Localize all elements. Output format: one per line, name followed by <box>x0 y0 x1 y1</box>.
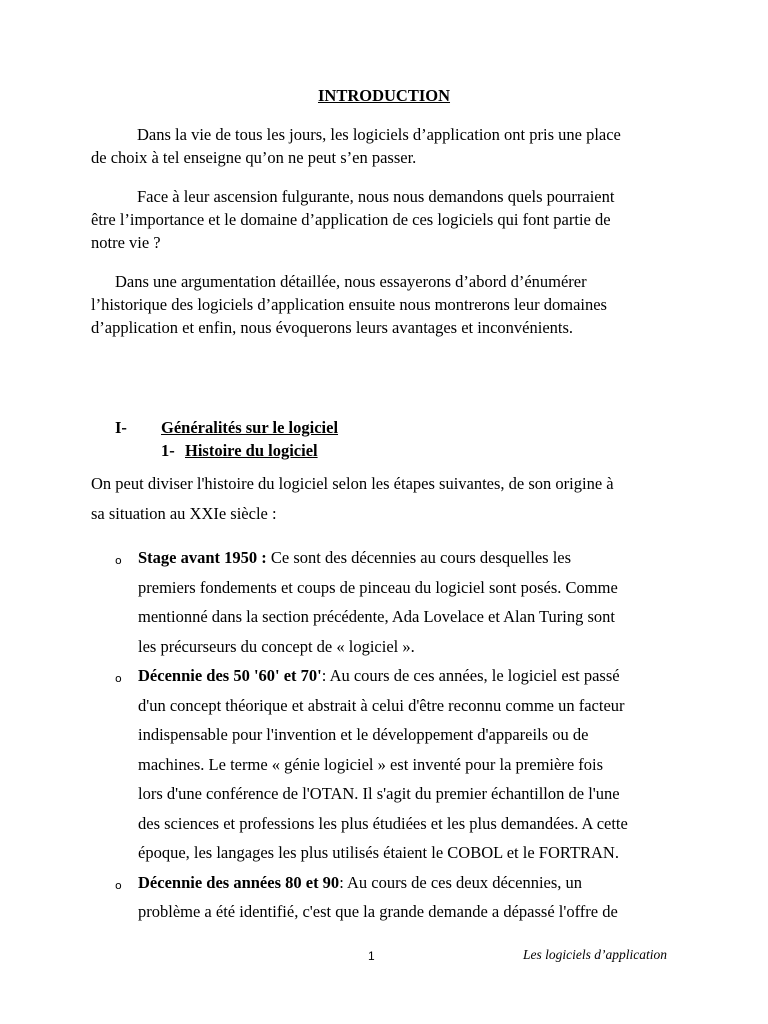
bullet-2-line: d'un concept théorique et abstrait à celui d'être reconnu comme un facteur <box>138 696 625 715</box>
section-heading: Généralités sur le logiciel <box>161 418 339 437</box>
bullet-marker: o <box>115 672 122 685</box>
page-number: 1 <box>368 949 375 963</box>
bullet-2-first-line <box>138 665 620 687</box>
intro-p2-line1: Face à leur ascension fulgurante, nous nous demandons quels pourraient <box>137 187 615 206</box>
history-intro-line2: sa situation au XXIe siècle : <box>91 504 277 523</box>
intro-p1-line1: Dans la vie de tous les jours, les logiciels d’application ont pris une place <box>137 125 621 144</box>
intro-p3-line3: d’application et enfin, nous évoquerons leurs avantages et inconvénients. <box>91 318 574 337</box>
bullet-3-lead: Décennie des années 80 et 90 <box>138 873 340 892</box>
bullet-2-line: lors d'une conférence de l'OTAN. Il s'agit du premier échantillon de l'une <box>138 784 620 803</box>
bullet-2-line: des sciences et professions les plus étudiées et les plus demandées. A cette <box>138 814 628 833</box>
history-intro-line1: On peut diviser l'histoire du logiciel selon les étapes suivantes, de son origine à <box>91 474 614 493</box>
section-number: I- <box>115 418 127 437</box>
bullet-marker: o <box>115 554 122 567</box>
bullet-1-line: les précurseurs du concept de « logiciel ». <box>138 637 415 656</box>
intro-p1-line2: de choix à tel enseigne qu’on ne peut s’en passer. <box>91 148 417 167</box>
intro-p3-line2: l’historique des logiciels d’application ensuite nous montrerons leur domaines <box>91 295 607 314</box>
bullet-3-line: problème a été identifié, c'est que la grande demande a dépassé l'offre de <box>138 902 618 921</box>
running-footer-title: Les logiciels d’application <box>523 947 667 962</box>
bullet-2-lead: Décennie des 50 '60' et 70' <box>138 666 322 685</box>
bullet-1-first-rest: Ce sont des décennies au cours desquelles les <box>266 548 572 567</box>
bullet-2-line: époque, les langages les plus utilisés étaient le COBOL et le FORTRAN. <box>138 843 619 862</box>
bullet-3-first-line <box>138 872 582 894</box>
bullet-1-first-line <box>138 547 571 569</box>
subsection-heading: Histoire du logiciel <box>185 441 318 460</box>
intro-p2-line3: notre vie ? <box>91 233 161 252</box>
bullet-3-first-rest: : Au cours de ces deux décennies, un <box>339 873 583 892</box>
bullet-marker: o <box>115 879 122 892</box>
bullet-1-line: mentionné dans la section précédente, Ada Lovelace et Alan Turing sont <box>138 607 616 626</box>
bullet-2-first-rest: : Au cours de ces années, le logiciel est passé <box>321 666 620 685</box>
bullet-2-line: indispensable pour l'invention et le développement d'appareils ou de <box>138 725 589 744</box>
subsection-number: 1- <box>161 441 175 460</box>
bullet-1-lead: Stage avant 1950 : <box>138 548 267 567</box>
intro-p3-line1: Dans une argumentation détaillée, nous essayerons d’abord d’énumérer <box>115 272 587 291</box>
intro-p2-line2: être l’importance et le domaine d’application de ces logiciels qui font partie de <box>91 210 611 229</box>
bullet-1-line: premiers fondements et coups de pinceau du logiciel sont posés. Comme <box>138 578 618 597</box>
document-title: INTRODUCTION <box>317 86 451 105</box>
bullet-2-line: machines. Le terme « génie logiciel » est inventé pour la première fois <box>138 755 604 774</box>
